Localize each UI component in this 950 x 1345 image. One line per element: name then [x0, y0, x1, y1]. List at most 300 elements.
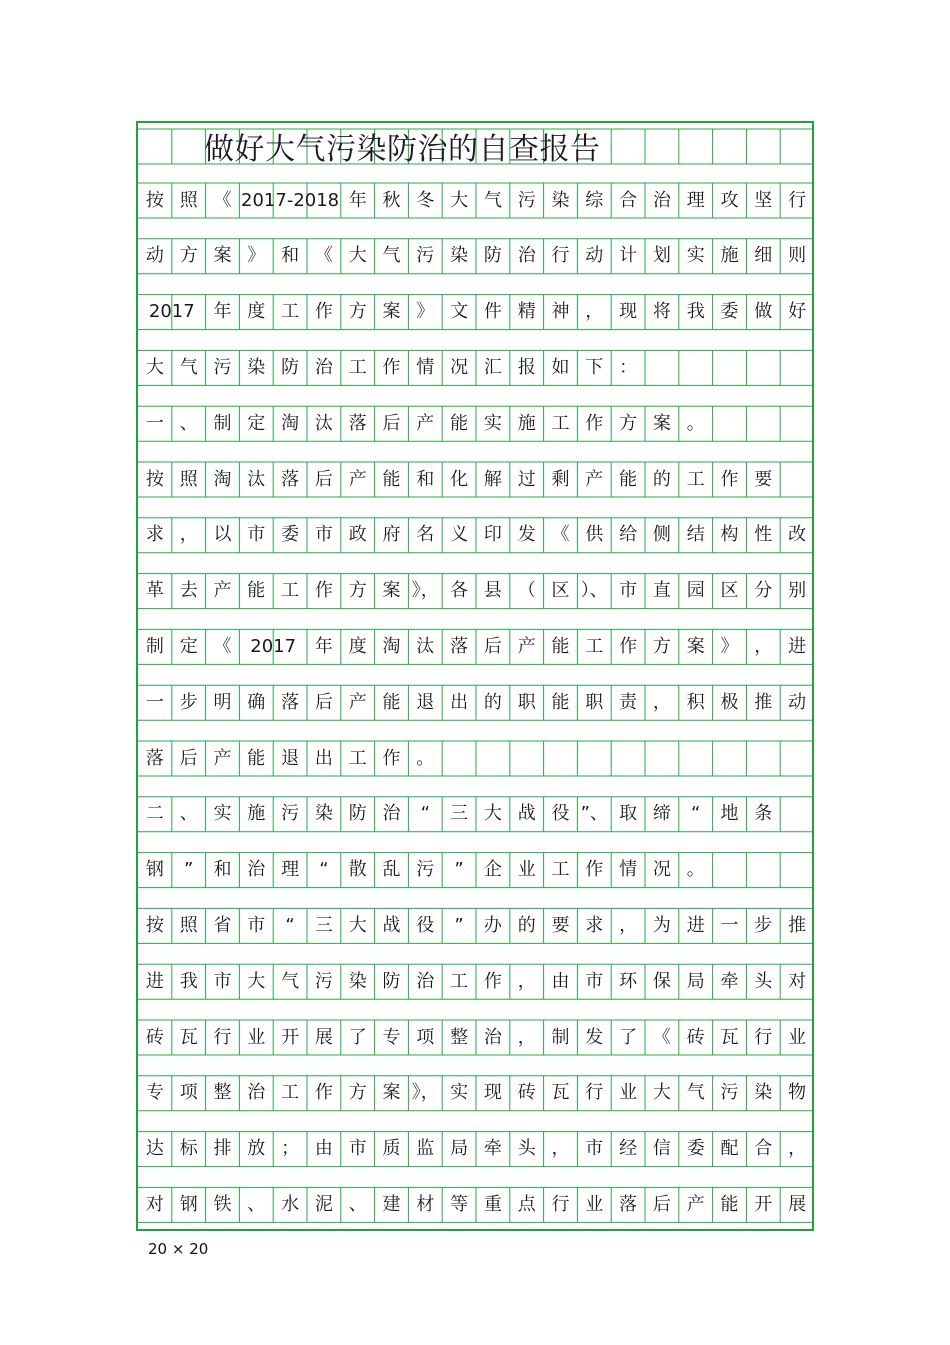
- grid-character: 行: [551, 1193, 570, 1215]
- grid-character: “: [420, 803, 430, 825]
- grid-character: 义: [450, 524, 469, 546]
- grid-character: 配: [720, 1138, 739, 1160]
- grid-character: 将: [652, 301, 671, 323]
- grid-character: 情: [416, 356, 435, 378]
- grid-character: 制: [213, 412, 232, 434]
- grid-character: 出: [450, 691, 469, 713]
- grid-character: 工: [585, 635, 604, 657]
- grid-character: 重: [483, 1193, 502, 1215]
- grid-character: 和: [213, 859, 232, 881]
- grid-character: 解: [483, 468, 502, 490]
- grid-character: 业: [517, 859, 536, 881]
- grid-character: 进: [145, 970, 164, 992]
- grid-character: 则: [788, 245, 807, 267]
- grid-character: 产: [213, 747, 232, 769]
- grid-character: 区: [551, 580, 570, 602]
- grid-character: 明: [213, 691, 232, 713]
- grid-character: 办: [483, 914, 502, 936]
- grid-character: 分: [754, 580, 773, 602]
- grid-character: 市: [619, 580, 638, 602]
- text-row: [138, 797, 814, 832]
- grid-character: 动: [788, 691, 807, 713]
- grid-character: 污: [416, 859, 435, 881]
- grid-character: ”: [184, 859, 194, 881]
- grid-character: 瓦: [551, 1082, 570, 1104]
- grid-character: 推: [754, 691, 773, 713]
- grid-character: 市: [247, 524, 266, 546]
- grid-character: 淘: [281, 412, 300, 434]
- grid-character: 牵: [720, 970, 739, 992]
- grid-character: 水: [281, 1193, 300, 1215]
- grid-character: 产: [686, 1193, 705, 1215]
- grid-character: 动: [145, 245, 164, 267]
- grid-character: 一: [145, 412, 164, 434]
- grid-character: 工: [450, 970, 469, 992]
- grid-character: 我: [179, 970, 198, 992]
- grid-character: 工: [281, 1082, 300, 1104]
- text-row: [138, 1076, 814, 1111]
- grid-character: 推: [788, 914, 807, 936]
- grid-character: 工: [686, 468, 705, 490]
- grid-character: 的: [483, 691, 502, 713]
- grid-character: 求: [145, 524, 164, 546]
- grid-character: 结: [686, 524, 705, 546]
- grid-character: 产: [213, 580, 232, 602]
- grid-character: 能: [450, 412, 469, 434]
- grid-character: 工: [281, 301, 300, 323]
- grid-character: 方: [348, 301, 367, 323]
- grid-character: 、: [348, 1193, 367, 1215]
- grid-character: 制: [551, 1026, 570, 1048]
- grid-character: 坚: [754, 189, 773, 211]
- grid-character: 。: [416, 747, 435, 769]
- grid-character: 》: [416, 301, 435, 323]
- grid-character: 秋: [382, 189, 401, 211]
- text-row: [138, 1020, 814, 1055]
- grid-character: 以: [213, 524, 232, 546]
- grid-character: 退: [281, 747, 300, 769]
- grid-character: 工: [281, 580, 300, 602]
- grid-character: 市: [314, 524, 333, 546]
- grid-character: 积: [686, 691, 705, 713]
- grid-character: 污: [720, 1082, 739, 1104]
- grid-character: 产: [585, 468, 604, 490]
- grid-character: 按: [145, 189, 164, 211]
- grid-character: 能: [247, 747, 266, 769]
- text-row: [138, 853, 814, 888]
- grid-character: 步: [179, 691, 198, 713]
- grid-character: 、: [247, 1193, 266, 1215]
- grid-character: 能: [551, 691, 570, 713]
- text-row: [138, 574, 814, 609]
- grid-character: 保: [652, 970, 671, 992]
- grid-character: 区: [720, 580, 739, 602]
- text-row: [138, 406, 814, 441]
- grid-character: 监: [416, 1138, 435, 1160]
- grid-character: 《: [652, 1026, 671, 1048]
- grid-character: 了: [619, 1026, 638, 1048]
- grid-character: 汰: [314, 412, 333, 434]
- grid-character: 排: [213, 1138, 232, 1160]
- grid-character: 下: [585, 356, 604, 378]
- grid-character: 现: [619, 301, 638, 323]
- grid-character: 市: [247, 914, 266, 936]
- grid-character: 治: [416, 970, 435, 992]
- grid-character: 作: [585, 412, 604, 434]
- grid-character: 理: [686, 189, 705, 211]
- grid-character: 年: [314, 635, 333, 657]
- grid-character: 地: [720, 803, 739, 825]
- grid-character: 2017: [250, 635, 297, 657]
- text-row: [138, 741, 814, 776]
- grid-character: 划: [652, 245, 671, 267]
- grid-character: 防: [382, 970, 401, 992]
- text-row: [138, 908, 814, 943]
- grid-character: 作: [314, 1082, 333, 1104]
- grid-character: 开: [281, 1026, 300, 1048]
- grid-character: 整: [450, 1026, 469, 1048]
- grid-character: 经: [619, 1138, 638, 1160]
- grid-character: 市: [585, 1138, 604, 1160]
- grid-character: 质: [382, 1138, 401, 1160]
- grid-character: 和: [416, 468, 435, 490]
- text-row: [138, 462, 814, 497]
- text-row: [138, 964, 814, 999]
- grid-character: 污: [416, 245, 435, 267]
- grid-character: 。: [686, 412, 705, 434]
- grid-character: 物: [788, 1082, 807, 1104]
- grid-character: 神: [551, 301, 570, 323]
- grid-character: 信: [652, 1138, 671, 1160]
- grid-character: 后: [314, 691, 333, 713]
- grid-character: 瓦: [179, 1026, 198, 1048]
- grid-character: 治: [483, 1026, 502, 1048]
- grid-character: ，: [517, 970, 536, 992]
- grid-character: 散: [348, 859, 367, 881]
- grid-character: 现: [483, 1082, 502, 1104]
- grid-character: 步: [754, 914, 773, 936]
- grid-character: 侧: [652, 524, 671, 546]
- grid-character: ；: [281, 1138, 300, 1160]
- grid-character: 退: [416, 691, 435, 713]
- grid-character: 制: [145, 635, 164, 657]
- grid-character: ”: [454, 914, 464, 936]
- manuscript-grid-sheet: [136, 121, 814, 1231]
- grid-character: 实: [686, 245, 705, 267]
- grid-character: 直: [652, 580, 671, 602]
- grid-character: ，: [652, 691, 671, 713]
- grid-character: 污: [314, 970, 333, 992]
- grid-character: 能: [720, 1193, 739, 1215]
- grid-character: 战: [382, 914, 401, 936]
- grid-character: 文: [450, 301, 469, 323]
- grid-character: 战: [517, 803, 536, 825]
- grid-character: 细: [754, 245, 773, 267]
- grid-character: 委: [720, 301, 739, 323]
- grid-character: 情: [619, 859, 638, 881]
- grid-character: 。: [686, 859, 705, 881]
- grid-character: 砖: [145, 1026, 164, 1048]
- grid-character: 对: [145, 1193, 164, 1215]
- grid-character: 治: [517, 245, 536, 267]
- grid-character: 大: [247, 970, 266, 992]
- grid-character: 落: [281, 468, 300, 490]
- grid-character: 作: [585, 859, 604, 881]
- grid-character: 落: [450, 635, 469, 657]
- grid-character: ”、: [580, 803, 608, 825]
- grid-character: 放: [247, 1138, 266, 1160]
- grid-character: 施: [517, 412, 536, 434]
- grid-character: 各: [450, 580, 469, 602]
- grid-character: 按: [145, 914, 164, 936]
- grid-character: 定: [179, 635, 198, 657]
- grid-character: 大: [652, 1082, 671, 1104]
- grid-character: 市: [213, 970, 232, 992]
- grid-character: 项: [416, 1026, 435, 1048]
- grid-character: 砖: [686, 1026, 705, 1048]
- grid-character: 定: [247, 412, 266, 434]
- grid-character: 《: [213, 635, 232, 657]
- grid-character: 供: [585, 524, 604, 546]
- grid-character: 委: [281, 524, 300, 546]
- grid-character: 点: [517, 1193, 536, 1215]
- grid-character: 案: [382, 580, 401, 602]
- grid-character: 后: [179, 747, 198, 769]
- text-row: [138, 183, 814, 218]
- grid-character: 淘: [213, 468, 232, 490]
- grid-character: 气: [281, 970, 300, 992]
- grid-character: ，: [585, 301, 604, 323]
- grid-character: 业: [585, 1193, 604, 1215]
- grid-character: 钢: [179, 1193, 198, 1215]
- grid-character: 业: [619, 1082, 638, 1104]
- grid-character: 能: [247, 580, 266, 602]
- grid-character: （: [517, 580, 536, 602]
- grid-character: 能: [619, 468, 638, 490]
- grid-character: 大: [348, 245, 367, 267]
- grid-character: 》: [247, 245, 266, 267]
- grid-character: 度: [247, 301, 266, 323]
- grid-character: 淘: [382, 635, 401, 657]
- grid-character: 专: [145, 1082, 164, 1104]
- text-row: [138, 239, 814, 274]
- grid-character: 案: [382, 301, 401, 323]
- grid-character: 防: [348, 803, 367, 825]
- grid-character: 行: [551, 245, 570, 267]
- grid-character: 职: [585, 691, 604, 713]
- grid-character: 落: [348, 412, 367, 434]
- grid-character: 落: [619, 1193, 638, 1215]
- grid-character: ：: [619, 356, 638, 378]
- grid-character: 行: [585, 1082, 604, 1104]
- grid-character: 产: [416, 412, 435, 434]
- grid-character: 大: [450, 189, 469, 211]
- grid-character: 出: [314, 747, 333, 769]
- grid-character: 由: [314, 1138, 333, 1160]
- grid-character: 条: [754, 803, 773, 825]
- grid-character: 方: [179, 245, 198, 267]
- grid-character: 一: [145, 691, 164, 713]
- grid-character: 过: [517, 468, 536, 490]
- grid-size-label: 20 × 20: [148, 1240, 209, 1258]
- grid-character: 园: [686, 580, 705, 602]
- grid-character: 染: [314, 803, 333, 825]
- grid-character: ，: [754, 635, 773, 657]
- grid-character: 染: [450, 245, 469, 267]
- grid-character: 委: [686, 1138, 705, 1160]
- grid-character: 能: [382, 691, 401, 713]
- grid-character: “: [285, 914, 295, 936]
- grid-character: ”: [454, 859, 464, 881]
- grid-character: 二: [145, 803, 164, 825]
- grid-character: 确: [247, 691, 266, 713]
- grid-character: 三: [314, 914, 333, 936]
- grid-character: 职: [517, 691, 536, 713]
- grid-character: 年: [348, 189, 367, 211]
- grid-character: 计: [619, 245, 638, 267]
- grid-character: 合: [619, 189, 638, 211]
- grid-character: 革: [145, 580, 164, 602]
- grid-character: 乱: [382, 859, 401, 881]
- grid-character: 汰: [416, 635, 435, 657]
- grid-character: 攻: [720, 189, 739, 211]
- grid-character: 由: [551, 970, 570, 992]
- grid-character: 方: [348, 1082, 367, 1104]
- grid-character: 省: [213, 914, 232, 936]
- grid-character: 汰: [247, 468, 266, 490]
- grid-character: 防: [483, 245, 502, 267]
- grid-character: 建: [382, 1193, 401, 1215]
- grid-character: 行: [788, 189, 807, 211]
- grid-character: 产: [348, 468, 367, 490]
- grid-character: 大: [348, 914, 367, 936]
- grid-character: 治: [382, 803, 401, 825]
- grid-character: 责: [619, 691, 638, 713]
- grid-character: 能: [382, 468, 401, 490]
- text-row: [138, 685, 814, 720]
- grid-character: 气: [179, 356, 198, 378]
- grid-character: 专: [382, 1026, 401, 1048]
- grid-character: 铁: [213, 1193, 232, 1215]
- grid-character: 件: [483, 301, 502, 323]
- grid-character: 产: [348, 691, 367, 713]
- grid-character: 后: [652, 1193, 671, 1215]
- grid-character: 如: [551, 356, 570, 378]
- grid-character: 案: [652, 412, 671, 434]
- grid-character: 展: [314, 1026, 333, 1048]
- grid-character: 度: [348, 635, 367, 657]
- grid-character: 缔: [652, 803, 671, 825]
- grid-character: 整: [213, 1082, 232, 1104]
- grid-character: 改: [788, 524, 807, 546]
- grid-character: 染: [247, 356, 266, 378]
- grid-character: 名: [416, 524, 435, 546]
- grid-character: 市: [348, 1138, 367, 1160]
- grid-character: 落: [145, 747, 164, 769]
- grid-character: 方: [652, 635, 671, 657]
- grid-character: 局: [450, 1138, 469, 1160]
- text-row: [138, 1132, 814, 1167]
- grid-lines: [138, 123, 814, 1231]
- grid-character: 防: [281, 356, 300, 378]
- text-row: [138, 295, 814, 330]
- grid-character: 开: [754, 1193, 773, 1215]
- grid-character: 做: [754, 301, 773, 323]
- grid-character: 构: [720, 524, 739, 546]
- grid-character: 的: [652, 468, 671, 490]
- grid-character: 作: [314, 301, 333, 323]
- grid-character: 泥: [314, 1193, 333, 1215]
- grid-character: 为: [652, 914, 671, 936]
- grid-character: 给: [619, 524, 638, 546]
- grid-character: 照: [179, 468, 198, 490]
- grid-character: 和: [281, 245, 300, 267]
- grid-character: 作: [314, 580, 333, 602]
- grid-character: 《: [551, 524, 570, 546]
- grid-character: 按: [145, 468, 164, 490]
- grid-character: 三: [450, 803, 469, 825]
- grid-character: 进: [686, 914, 705, 936]
- grid-character: 对: [788, 970, 807, 992]
- text-row: [138, 1187, 814, 1222]
- grid-character: 达: [145, 1138, 164, 1160]
- grid-character: 行: [213, 1026, 232, 1048]
- grid-character: 发: [585, 1026, 604, 1048]
- grid-character: 治: [314, 356, 333, 378]
- grid-character: 行: [754, 1026, 773, 1048]
- grid-character: 市: [585, 970, 604, 992]
- grid-character: 牵: [483, 1138, 502, 1160]
- grid-character: 的: [517, 914, 536, 936]
- grid-character: 头: [517, 1138, 536, 1160]
- grid-character: 瓦: [720, 1026, 739, 1048]
- grid-character: 、: [179, 803, 198, 825]
- grid-character: 方: [348, 580, 367, 602]
- grid-character: 汇: [483, 356, 502, 378]
- grid-character: 案: [382, 1082, 401, 1104]
- grid-character: 我: [686, 301, 705, 323]
- grid-character: 《: [314, 245, 333, 267]
- grid-character: 大: [483, 803, 502, 825]
- grid-character: 好: [788, 301, 807, 323]
- grid-character: 实: [213, 803, 232, 825]
- grid-character: 工: [551, 859, 570, 881]
- grid-character: 后: [314, 468, 333, 490]
- grid-character: 役: [551, 803, 570, 825]
- grid-character: 头: [754, 970, 773, 992]
- grid-character: 环: [619, 970, 638, 992]
- grid-character: ，: [179, 524, 198, 546]
- grid-character: 况: [450, 356, 469, 378]
- grid-character: 能: [551, 635, 570, 657]
- grid-character: 《: [213, 189, 232, 211]
- grid-character: 工: [348, 356, 367, 378]
- grid-character: 发: [517, 524, 536, 546]
- grid-character: 役: [416, 914, 435, 936]
- grid-character: 产: [517, 635, 536, 657]
- grid-character: 精: [517, 301, 536, 323]
- grid-character: 照: [179, 189, 198, 211]
- grid-character: 标: [179, 1138, 198, 1160]
- grid-character: 、: [179, 412, 198, 434]
- grid-character: 要: [754, 468, 773, 490]
- grid-character: 极: [720, 691, 739, 713]
- grid-character: 印: [483, 524, 502, 546]
- grid-character: 剩: [551, 468, 570, 490]
- grid-character: 工: [551, 412, 570, 434]
- grid-character: 企: [483, 859, 502, 881]
- grid-character: 实: [450, 1082, 469, 1104]
